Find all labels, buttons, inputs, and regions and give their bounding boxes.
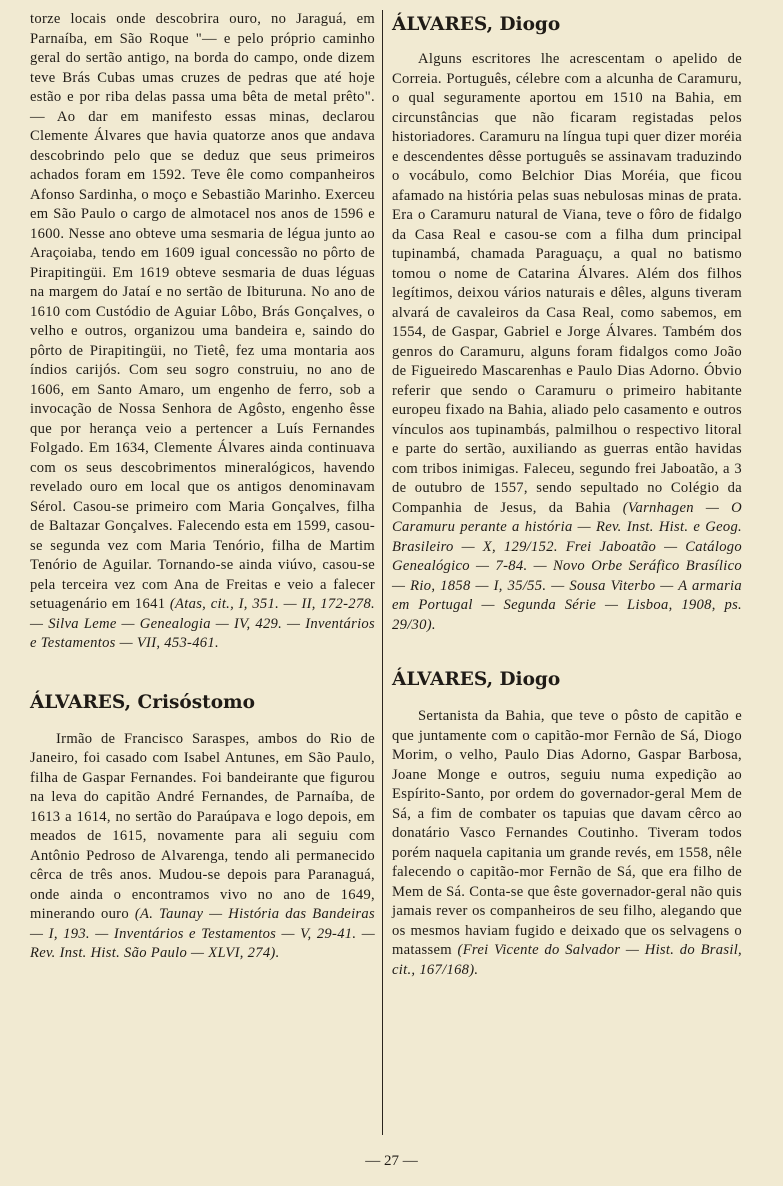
column-divider bbox=[382, 10, 383, 1135]
entry-body: Alguns escritores lhe acrescentam o apelido de Correia. Português, célebre com a alcunha de Caramuru, o qual seguramente aportou em 1510 na Bahia, em circunstâncias que não ficaram registadas pelos historiadores. Caramuru na língua tupi quer dizer moréia e descendentes dêsse português se assinavam traduzindo o vocábulo, como Belchior Dias Moréia, que ficou afamado na história pelas suas nebulosas minas de prata. Era o Caramuru natural de Viana, teve o fôro de fidalgo da Casa Real e casou-se com a filha dum principal tupinambá, chamada Paraguaçu, a qual no batismo tomou o nome de Catarina Álvares. Além dos filhos legítimos, deixou vários naturais e dêles, alguns tiveram alvará de cavaleiros da Casa Real, como sabemos, em 1554, de Gaspar, Gabriel e Jorge Álvares. Também dos genros do Caramuru, alguns foram fidalgos como João de Figueiredo Mascarenhas e Paulo Dias Adorno. Óbvio referir que sendo o Caramuru o primeiro habitante europeu fixado na Bahia, aliado pelo casamento e outros vínculos aos tupinambás, palmilhou o respectivo litoral e parte do sertão, auxiliando as guerras então havidas com tribos inimigas. Faleceu, segundo frei Jaboatão, a 3 de outubro de 1557, sendo sepultado no Colégio da Companhia de Jesus, da Bahia bbox=[392, 51, 742, 516]
entry-body: torze locais onde descobrira ouro, no Jaraguá, em Parnaíba, em São Roque "— e pelo próprio caminho geral do sertão antigo, na borda do campo, onde dizem teve Brás Cubas umas cruzes de pedras que até hoje estão e por riba delas passa uma bêta de metal prêto". — Ao dar em manifesto essas minas, declarou Clemente Álvares que havia quatorze anos que andava descobrindo pelo que se deduz que seus primeiros achados foram em 1592. Teve êle como companheiros Afonso Sardinha, o moço e Sebastião Marinho. Exerceu em São Paulo o cargo de almotacel nos anos de 1596 e 1600. Nesse ano obteve uma sesmaria de légua junto ao Araçoiaba, tendo em 1609 igual concessão no pôrto de Pirapitingüi. Em 1619 obteve sesmaria de duas léguas na margem do Jataí e no sertão de Ibituruna. No ano de 1610 com Custódio de Aguiar Lôbo, Brás Gonçalves, o velho e outros, organizou uma bandeira e, saindo do pôrto de Pirapitingüi, no Tietê, fez uma montaria aos índios carijós. Com seu sogro construiu, no ano de 1606, em Santo Amaro, um engenho de ferro, sob a invocação de Nossa Senhora de Agôsto, engenho êsse que por herança veio a pertencer a Luís Fernandes Folgado. Em 1634, Clemente Álvares ainda continuava com os seus descobrimentos mineralógicos, havendo revelado ouro em local que os antigos denominavam Sérol. Casou-se primeiro com Maria Gonçalves, filha de Baltazar Gonçalves. Falecendo esta em 1599, casou-se segunda vez com Maria Tenório, filha de Martim Tenório de Aguilar. Tornando-se ainda viúvo, casou-se pela terceira vez com Ana de Freitas e veio a falecer setuagenário em 1641 bbox=[30, 11, 375, 612]
entry-alvares-diogo-2 bbox=[392, 707, 742, 980]
entry-heading-alvares-diogo-1: ÁLVARES, Diogo bbox=[392, 14, 561, 35]
entry-alvares-crisostomo bbox=[30, 730, 375, 964]
entry-references: (A. Taunay — História das Bandeiras — I, 193. — Inventários e Testamentos — V, 29-41. — Rev. Inst. Hist. São Paulo — XLVI, 274). bbox=[30, 906, 375, 961]
entry-alvares-diogo-1 bbox=[392, 50, 742, 635]
entry-heading-alvares-crisostomo: ÁLVARES, Crisóstomo bbox=[30, 691, 255, 713]
entry-body: Sertanista da Bahia, que teve o pôsto de capitão e que juntamente com o capitão-mor Fernão de Sá, Diogo Morim, o velho, Paulo Dias Adorno, Gaspar Barbosa, Joane Monge e outros, seguiu numa expedição ao Espírito-Santo, por ordem do governador-geral Mem de Sá, a fim de combater os tapuias que davam cêrco ao donatário Vasco Fernandes Coutinho. Tiveram todos porém naquela capitania um grande revés, em 1558, nêle falecendo o capitão-mor Fernão de Sá, que era filho de Mem de Sá. Conta-se que êste governador-geral não quis jamais rever os companheiros de seu filho, alegando que os mesmos haviam fugido e deixado que os selvagens o matassem bbox=[392, 708, 742, 958]
entry-alvares-clemente-continuation bbox=[30, 10, 375, 654]
entry-body: Irmão de Francisco Saraspes, ambos do Rio de Janeiro, foi casado com Isabel Antunes, em São Paulo, filha de Gaspar Fernandes. Foi bandeirante que figurou na leva do capitão André Fernandes, de Parnaíba, de 1613 a 1614, no sertão do Paraúpava e logo depois, em meados de 1615, novamente para ali seguiu com Antônio Pedroso de Alvarenga, tendo ali permanecido cêrca de três anos. Mudou-se depois para Paranaguá, onde ainda o encontramos vivo no ano de 1649, minerando ouro bbox=[30, 730, 375, 922]
entry-references: (Atas, cit., I, 351. — II, 172-278. — Silva Leme — Genealogia — IV, 429. — Inventários e Testamentos — VII, 453-461. bbox=[30, 596, 375, 651]
entry-references: (Varnhagen — O Caramuru perante a história — Rev. Inst. Hist. e Geog. Brasileiro — X, 129/152. Frei Jaboatão — Catálogo Genealógico — 7-84. — Novo Orbe Seráfico Brasílico — Rio, 1858 — I, 35/55. — Sousa Viterbo — A armaria em Portugal — Segunda Série — Lisboa, 1908, ps. 29/30). bbox=[392, 499, 742, 633]
page-number: — 27 — bbox=[365, 1153, 418, 1169]
entry-heading-alvares-diogo-2: ÁLVARES, Diogo bbox=[392, 669, 561, 690]
left-column bbox=[30, 10, 375, 964]
right-column bbox=[392, 10, 742, 980]
entry-references: (Frei Vicente do Salvador — Hist. do Brasil, cit., 167/168). bbox=[392, 942, 743, 978]
